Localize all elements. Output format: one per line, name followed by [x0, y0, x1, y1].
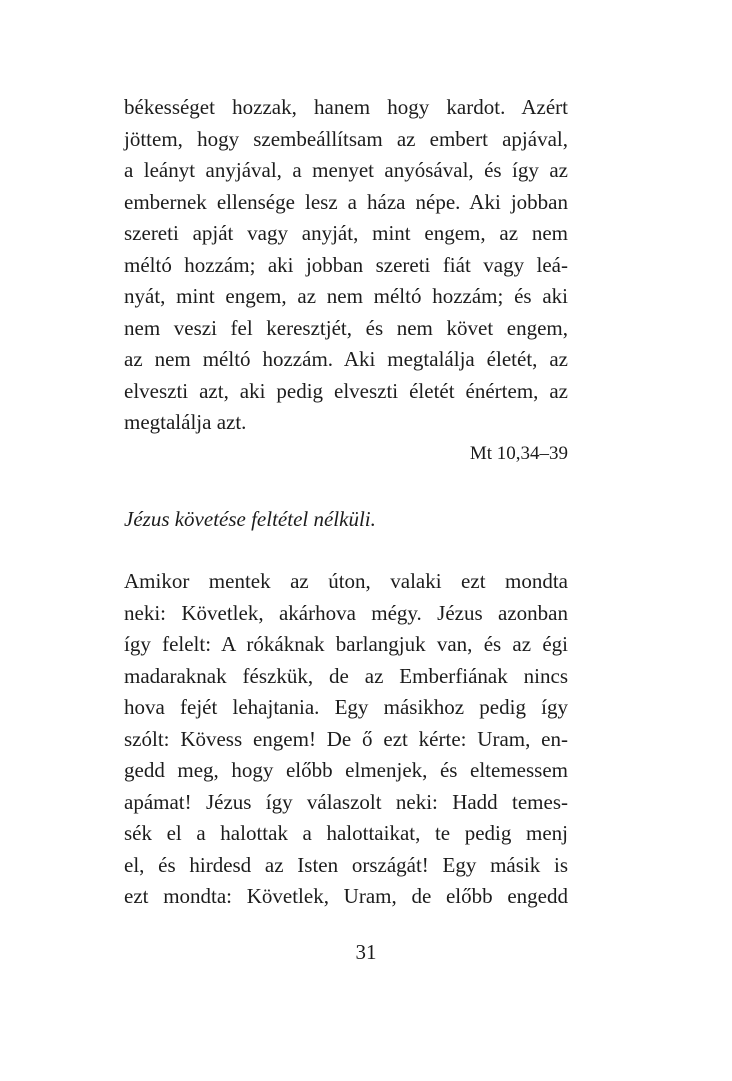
text-line: a leányt anyjával, a menyet anyósával, és így az [124, 158, 568, 182]
text-line: elveszti azt, aki pedig elveszti életét énértem, az [124, 378, 568, 403]
text-line: Amikor mentek az úton, valaki ezt mondta [124, 569, 568, 593]
scripture-passage-2 [124, 566, 568, 913]
text-line: megtalálja azt. [124, 410, 247, 434]
text-line: gedd meg, hogy előbb elmenjek, és eltemessem [124, 758, 568, 782]
text-line: embernek ellensége lesz a háza népe. Aki jobban [124, 189, 568, 214]
text-line: az nem méltó hozzám. Aki megtalálja életét, az [124, 347, 568, 371]
text-line: madaraknak fészkük, de az Emberfiának nincs [124, 663, 568, 688]
section-heading: Jézus követése feltétel nélküli. [124, 507, 376, 531]
text-line: így felelt: A rókáknak barlangjuk van, és az égi [124, 632, 568, 656]
text-line: neki: Követlek, akárhova mégy. Jézus azonban [124, 600, 568, 625]
text-line: békességet hozzak, hanem hogy kardot. Azért [124, 95, 568, 119]
scripture-reference: Mt 10,34–39 [469, 442, 568, 464]
text-line: el, és hirdesd az Isten országát! Egy másik is [124, 852, 568, 877]
text-line: nyát, mint engem, az nem méltó hozzám; és aki [124, 284, 568, 308]
text-line: ezt mondta: Követlek, Uram, de előbb engedd [124, 884, 568, 908]
text-line: hova fejét lehajtania. Egy másikhoz pedig így [124, 695, 568, 719]
text-line: méltó hozzám; aki jobban szereti fiát vagy leá- [124, 252, 568, 277]
text-line: szólt: Kövess engem! De ő ezt kérte: Uram, en- [124, 726, 568, 751]
text-line: sék el a halottak a halottaikat, te pedig menj [124, 821, 568, 845]
text-line: szereti apját vagy anyját, mint engem, az nem [124, 221, 568, 245]
text-line: apámat! Jézus így válaszolt neki: Hadd temes- [124, 789, 568, 814]
scripture-passage-1 [124, 92, 568, 439]
text-line: jöttem, hogy szembeállítsam az embert apjával, [124, 126, 568, 151]
text-line: nem veszi fel keresztjét, és nem követ engem, [124, 315, 568, 340]
page-number: 31 [355, 940, 377, 964]
page-content [124, 92, 568, 908]
